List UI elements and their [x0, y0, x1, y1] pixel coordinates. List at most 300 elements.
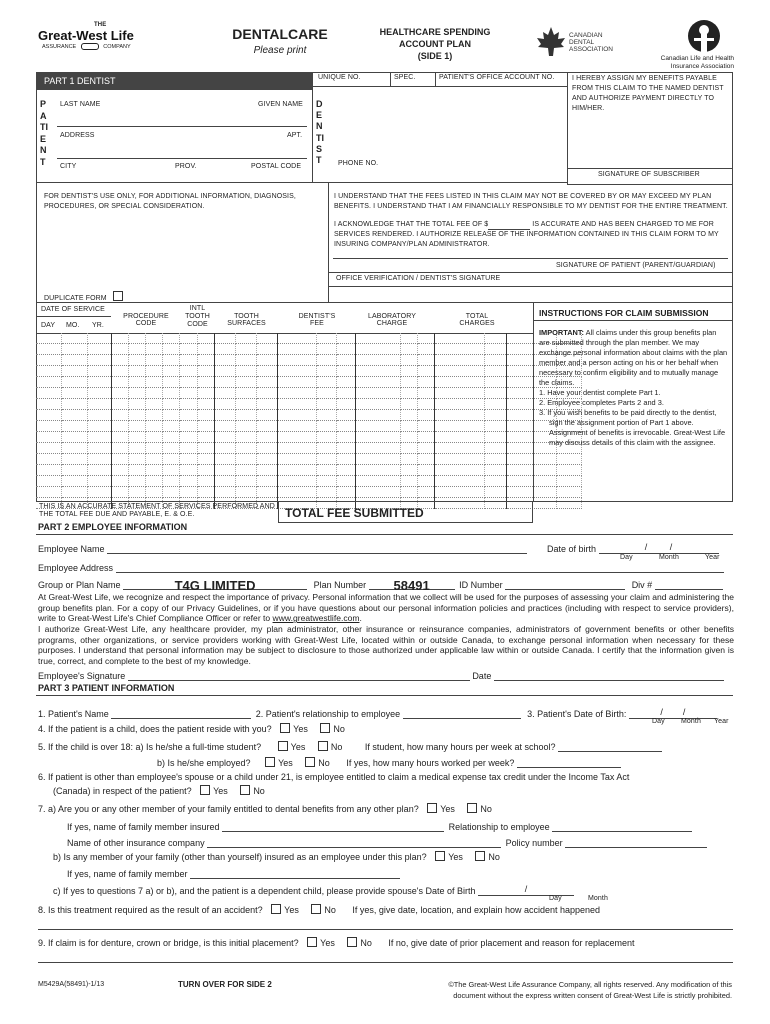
service-cell[interactable] — [556, 487, 581, 498]
service-cell[interactable] — [417, 487, 434, 498]
service-cell[interactable] — [400, 333, 417, 344]
service-cell[interactable] — [355, 355, 400, 366]
q9-no-checkbox[interactable] — [347, 937, 357, 947]
service-cell[interactable] — [61, 333, 87, 344]
service-cell[interactable] — [128, 355, 145, 366]
service-cell[interactable] — [316, 487, 336, 498]
service-cell[interactable] — [162, 344, 179, 355]
service-cell[interactable] — [36, 344, 61, 355]
service-cell[interactable] — [162, 465, 179, 476]
service-cell[interactable] — [316, 421, 336, 432]
service-cell[interactable] — [235, 366, 256, 377]
service-cell[interactable] — [316, 465, 336, 476]
family-member-name-field[interactable] — [190, 867, 400, 879]
service-row[interactable] — [36, 377, 581, 388]
service-cell[interactable] — [355, 443, 400, 454]
work-hours-field[interactable] — [517, 756, 621, 768]
service-cell[interactable] — [400, 355, 417, 366]
relationship-field[interactable] — [403, 707, 521, 719]
service-cell[interactable] — [145, 399, 162, 410]
service-cell[interactable] — [145, 355, 162, 366]
q9-yes-checkbox[interactable] — [307, 937, 317, 947]
service-cell[interactable] — [400, 465, 417, 476]
service-cell[interactable] — [128, 388, 145, 399]
service-cell[interactable] — [128, 476, 145, 487]
service-cell[interactable] — [87, 366, 111, 377]
service-cell[interactable] — [355, 421, 400, 432]
service-cell[interactable] — [355, 377, 400, 388]
service-cell[interactable] — [336, 421, 355, 432]
service-cell[interactable] — [197, 421, 214, 432]
service-cell[interactable] — [179, 432, 197, 443]
service-cell[interactable] — [61, 476, 87, 487]
service-cell[interactable] — [256, 410, 277, 421]
service-cell[interactable] — [111, 465, 128, 476]
school-hours-field[interactable] — [558, 740, 662, 752]
service-cell[interactable] — [256, 355, 277, 366]
service-cell[interactable] — [128, 432, 145, 443]
service-cell[interactable] — [277, 454, 316, 465]
service-cell[interactable] — [434, 487, 484, 498]
service-cell[interactable] — [235, 377, 256, 388]
service-cell[interactable] — [36, 465, 61, 476]
service-cell[interactable] — [256, 399, 277, 410]
service-cell[interactable] — [197, 476, 214, 487]
service-cell[interactable] — [417, 465, 434, 476]
service-cell[interactable] — [36, 366, 61, 377]
service-cell[interactable] — [355, 333, 400, 344]
q5b-yes-checkbox[interactable] — [265, 757, 275, 767]
service-cell[interactable] — [235, 344, 256, 355]
service-row[interactable] — [36, 443, 581, 454]
service-cell[interactable] — [434, 421, 484, 432]
service-cell[interactable] — [128, 333, 145, 344]
service-cell[interactable] — [336, 443, 355, 454]
service-cell[interactable] — [214, 476, 235, 487]
service-cell[interactable] — [162, 377, 179, 388]
div-field[interactable] — [655, 578, 723, 590]
family-relationship-field[interactable] — [552, 820, 692, 832]
service-cell[interactable] — [277, 487, 316, 498]
service-cell[interactable] — [145, 377, 162, 388]
service-cell[interactable] — [61, 399, 87, 410]
service-cell[interactable] — [277, 366, 316, 377]
plan-number-field[interactable]: 58491 — [369, 578, 455, 590]
total-fee-submitted-field[interactable] — [278, 501, 533, 523]
service-cell[interactable] — [235, 333, 256, 344]
service-cell[interactable] — [434, 399, 484, 410]
service-cell[interactable] — [179, 377, 197, 388]
service-cell[interactable] — [214, 377, 235, 388]
service-cell[interactable] — [417, 421, 434, 432]
service-cell[interactable] — [484, 399, 506, 410]
service-cell[interactable] — [179, 443, 197, 454]
service-cell[interactable] — [197, 432, 214, 443]
service-cell[interactable] — [128, 443, 145, 454]
service-cell[interactable] — [336, 476, 355, 487]
service-cell[interactable] — [111, 377, 128, 388]
service-cell[interactable] — [179, 355, 197, 366]
service-cell[interactable] — [400, 487, 417, 498]
service-cell[interactable] — [336, 465, 355, 476]
service-cell[interactable] — [417, 476, 434, 487]
service-cell[interactable] — [214, 333, 235, 344]
q8-no-checkbox[interactable] — [311, 904, 321, 914]
service-cell[interactable] — [61, 443, 87, 454]
service-cell[interactable] — [256, 443, 277, 454]
service-cell[interactable] — [162, 432, 179, 443]
service-cell[interactable] — [61, 487, 87, 498]
service-cell[interactable] — [179, 454, 197, 465]
service-cell[interactable] — [162, 421, 179, 432]
service-cell[interactable] — [36, 421, 61, 432]
service-cell[interactable] — [434, 465, 484, 476]
service-cell[interactable] — [61, 421, 87, 432]
employee-date-field[interactable] — [494, 669, 724, 681]
service-cell[interactable] — [179, 333, 197, 344]
service-cell[interactable] — [355, 476, 400, 487]
service-cell[interactable] — [484, 454, 506, 465]
service-cell[interactable] — [484, 388, 506, 399]
service-cell[interactable] — [61, 344, 87, 355]
service-cell[interactable] — [162, 333, 179, 344]
q4-no-checkbox[interactable] — [320, 723, 330, 733]
service-cell[interactable] — [111, 333, 128, 344]
service-cell[interactable] — [417, 333, 434, 344]
service-cell[interactable] — [484, 355, 506, 366]
duplicate-form-checkbox[interactable] — [113, 291, 123, 301]
service-cell[interactable] — [417, 443, 434, 454]
service-cell[interactable] — [506, 454, 556, 465]
service-cell[interactable] — [145, 465, 162, 476]
service-cell[interactable] — [87, 465, 111, 476]
last-name-field[interactable] — [57, 110, 307, 125]
service-cell[interactable] — [256, 377, 277, 388]
service-cell[interactable] — [111, 410, 128, 421]
service-cell[interactable] — [145, 432, 162, 443]
service-cell[interactable] — [61, 454, 87, 465]
service-cell[interactable] — [214, 410, 235, 421]
service-cell[interactable] — [87, 410, 111, 421]
policy-number-field[interactable] — [565, 836, 707, 848]
unique-no-field[interactable] — [313, 87, 567, 147]
service-cell[interactable] — [111, 388, 128, 399]
service-cell[interactable] — [145, 344, 162, 355]
service-cell[interactable] — [400, 377, 417, 388]
q7b-yes-checkbox[interactable] — [435, 851, 445, 861]
service-cell[interactable] — [61, 465, 87, 476]
service-cell[interactable] — [197, 366, 214, 377]
service-cell[interactable] — [400, 410, 417, 421]
service-cell[interactable] — [179, 476, 197, 487]
service-cell[interactable] — [36, 333, 61, 344]
service-cell[interactable] — [434, 454, 484, 465]
service-cell[interactable] — [400, 432, 417, 443]
service-cell[interactable] — [417, 454, 434, 465]
service-row[interactable] — [36, 487, 581, 498]
service-cell[interactable] — [87, 344, 111, 355]
service-cell[interactable] — [434, 432, 484, 443]
service-cell[interactable] — [197, 355, 214, 366]
service-cell[interactable] — [277, 333, 316, 344]
service-cell[interactable] — [235, 421, 256, 432]
service-cell[interactable] — [197, 333, 214, 344]
service-cell[interactable] — [256, 388, 277, 399]
service-cell[interactable] — [355, 388, 400, 399]
service-cell[interactable] — [61, 366, 87, 377]
service-cell[interactable] — [400, 476, 417, 487]
service-cell[interactable] — [556, 465, 581, 476]
service-cell[interactable] — [145, 421, 162, 432]
service-cell[interactable] — [128, 399, 145, 410]
service-cell[interactable] — [277, 432, 316, 443]
service-cell[interactable] — [197, 399, 214, 410]
service-cell[interactable] — [128, 377, 145, 388]
service-cell[interactable] — [277, 355, 316, 366]
service-cell[interactable] — [235, 399, 256, 410]
family-insured-field[interactable] — [222, 820, 444, 832]
service-cell[interactable] — [556, 498, 581, 509]
service-cell[interactable] — [111, 476, 128, 487]
service-cell[interactable] — [111, 344, 128, 355]
service-cell[interactable] — [417, 388, 434, 399]
service-cell[interactable] — [484, 344, 506, 355]
service-cell[interactable] — [400, 388, 417, 399]
service-cell[interactable] — [400, 454, 417, 465]
service-cell[interactable] — [336, 410, 355, 421]
service-cell[interactable] — [162, 454, 179, 465]
service-row[interactable] — [36, 476, 581, 487]
service-cell[interactable] — [256, 476, 277, 487]
service-cell[interactable] — [316, 344, 336, 355]
service-cell[interactable] — [36, 388, 61, 399]
service-cell[interactable] — [434, 388, 484, 399]
service-cell[interactable] — [87, 421, 111, 432]
service-cell[interactable] — [197, 465, 214, 476]
service-cell[interactable] — [235, 388, 256, 399]
service-cell[interactable] — [277, 476, 316, 487]
service-cell[interactable] — [179, 487, 197, 498]
q5a-yes-checkbox[interactable] — [278, 741, 288, 751]
service-cell[interactable] — [87, 476, 111, 487]
service-cell[interactable] — [87, 399, 111, 410]
service-cell[interactable] — [417, 366, 434, 377]
service-cell[interactable] — [355, 366, 400, 377]
service-cell[interactable] — [316, 454, 336, 465]
service-cell[interactable] — [87, 487, 111, 498]
service-cell[interactable] — [235, 443, 256, 454]
service-cell[interactable] — [434, 377, 484, 388]
subscriber-signature-field[interactable] — [568, 140, 732, 167]
service-cell[interactable] — [484, 333, 506, 344]
service-cell[interactable] — [162, 388, 179, 399]
service-row[interactable] — [36, 344, 581, 355]
service-cell[interactable] — [36, 454, 61, 465]
service-cell[interactable] — [111, 443, 128, 454]
service-cell[interactable] — [256, 432, 277, 443]
service-cell[interactable] — [162, 366, 179, 377]
patient-dob-field[interactable]: / / — [629, 707, 717, 719]
service-cell[interactable] — [484, 366, 506, 377]
dentist-notes-field[interactable] — [40, 215, 325, 285]
q5a-no-checkbox[interactable] — [318, 741, 328, 751]
service-cell[interactable] — [506, 465, 556, 476]
service-cell[interactable] — [214, 487, 235, 498]
service-cell[interactable] — [61, 432, 87, 443]
service-cell[interactable] — [36, 432, 61, 443]
service-cell[interactable] — [256, 333, 277, 344]
service-cell[interactable] — [277, 410, 316, 421]
service-cell[interactable] — [256, 344, 277, 355]
service-cell[interactable] — [277, 465, 316, 476]
service-cell[interactable] — [214, 432, 235, 443]
service-cell[interactable] — [145, 454, 162, 465]
service-cell[interactable] — [128, 410, 145, 421]
service-cell[interactable] — [417, 377, 434, 388]
service-cell[interactable] — [111, 355, 128, 366]
service-cell[interactable] — [336, 366, 355, 377]
service-row[interactable] — [36, 454, 581, 465]
service-row[interactable] — [36, 421, 581, 432]
service-cell[interactable] — [336, 344, 355, 355]
service-cell[interactable] — [179, 421, 197, 432]
q7b-no-checkbox[interactable] — [475, 851, 485, 861]
service-cell[interactable] — [111, 454, 128, 465]
service-cell[interactable] — [197, 377, 214, 388]
service-grid[interactable] — [36, 333, 582, 509]
service-row[interactable] — [36, 366, 581, 377]
service-cell[interactable] — [162, 476, 179, 487]
service-cell[interactable] — [214, 355, 235, 366]
service-cell[interactable] — [36, 410, 61, 421]
total-fee-ack-field[interactable] — [488, 221, 530, 230]
employee-signature-field[interactable] — [128, 669, 470, 681]
service-row[interactable] — [36, 399, 581, 410]
service-cell[interactable] — [277, 388, 316, 399]
service-cell[interactable] — [235, 454, 256, 465]
service-cell[interactable] — [355, 432, 400, 443]
service-cell[interactable] — [484, 443, 506, 454]
service-cell[interactable] — [197, 344, 214, 355]
service-cell[interactable] — [214, 366, 235, 377]
service-cell[interactable] — [162, 443, 179, 454]
service-cell[interactable] — [214, 465, 235, 476]
employee-dob-field[interactable]: / / — [599, 542, 719, 554]
service-cell[interactable] — [316, 410, 336, 421]
service-cell[interactable] — [111, 487, 128, 498]
service-cell[interactable] — [316, 399, 336, 410]
service-cell[interactable] — [277, 377, 316, 388]
q6-yes-checkbox[interactable] — [200, 785, 210, 795]
service-row[interactable] — [36, 432, 581, 443]
service-cell[interactable] — [36, 487, 61, 498]
service-cell[interactable] — [434, 355, 484, 366]
service-cell[interactable] — [336, 355, 355, 366]
service-cell[interactable] — [556, 454, 581, 465]
service-cell[interactable] — [61, 388, 87, 399]
service-cell[interactable] — [197, 410, 214, 421]
service-cell[interactable] — [145, 388, 162, 399]
service-cell[interactable] — [400, 366, 417, 377]
service-cell[interactable] — [235, 355, 256, 366]
service-cell[interactable] — [197, 388, 214, 399]
service-cell[interactable] — [179, 344, 197, 355]
service-cell[interactable] — [256, 465, 277, 476]
service-cell[interactable] — [87, 454, 111, 465]
service-cell[interactable] — [336, 487, 355, 498]
service-cell[interactable] — [162, 399, 179, 410]
service-cell[interactable] — [355, 399, 400, 410]
service-cell[interactable] — [355, 487, 400, 498]
employee-address-field[interactable] — [116, 561, 724, 573]
service-cell[interactable] — [36, 476, 61, 487]
service-cell[interactable] — [36, 399, 61, 410]
service-cell[interactable] — [277, 443, 316, 454]
service-cell[interactable] — [336, 333, 355, 344]
service-cell[interactable] — [179, 399, 197, 410]
service-cell[interactable] — [128, 454, 145, 465]
service-cell[interactable] — [61, 355, 87, 366]
service-cell[interactable] — [355, 454, 400, 465]
service-cell[interactable] — [277, 399, 316, 410]
service-cell[interactable] — [111, 399, 128, 410]
service-cell[interactable] — [484, 421, 506, 432]
service-cell[interactable] — [400, 344, 417, 355]
service-cell[interactable] — [316, 476, 336, 487]
service-cell[interactable] — [235, 487, 256, 498]
service-cell[interactable] — [336, 399, 355, 410]
spouse-dob-field[interactable]: / — [478, 884, 574, 896]
service-cell[interactable] — [197, 443, 214, 454]
q5b-no-checkbox[interactable] — [305, 757, 315, 767]
service-cell[interactable] — [434, 333, 484, 344]
service-cell[interactable] — [316, 388, 336, 399]
service-cell[interactable] — [128, 344, 145, 355]
service-cell[interactable] — [316, 355, 336, 366]
service-cell[interactable] — [179, 410, 197, 421]
service-cell[interactable] — [400, 399, 417, 410]
service-cell[interactable] — [506, 487, 556, 498]
service-cell[interactable] — [355, 410, 400, 421]
address-field[interactable] — [57, 141, 307, 157]
service-cell[interactable] — [316, 377, 336, 388]
service-cell[interactable] — [36, 443, 61, 454]
service-cell[interactable] — [87, 333, 111, 344]
service-cell[interactable] — [145, 476, 162, 487]
service-cell[interactable] — [400, 421, 417, 432]
service-row[interactable] — [36, 465, 581, 476]
service-cell[interactable] — [179, 465, 197, 476]
service-cell[interactable] — [484, 476, 506, 487]
service-cell[interactable] — [162, 355, 179, 366]
service-cell[interactable] — [336, 432, 355, 443]
service-cell[interactable] — [128, 465, 145, 476]
service-cell[interactable] — [484, 487, 506, 498]
service-row[interactable] — [36, 410, 581, 421]
service-cell[interactable] — [197, 487, 214, 498]
service-cell[interactable] — [256, 366, 277, 377]
service-cell[interactable] — [162, 410, 179, 421]
service-cell[interactable] — [316, 366, 336, 377]
service-cell[interactable] — [87, 377, 111, 388]
service-cell[interactable] — [556, 476, 581, 487]
service-cell[interactable] — [145, 443, 162, 454]
service-row[interactable] — [36, 333, 581, 344]
service-cell[interactable] — [111, 366, 128, 377]
service-cell[interactable] — [417, 410, 434, 421]
service-cell[interactable] — [128, 421, 145, 432]
service-cell[interactable] — [434, 344, 484, 355]
